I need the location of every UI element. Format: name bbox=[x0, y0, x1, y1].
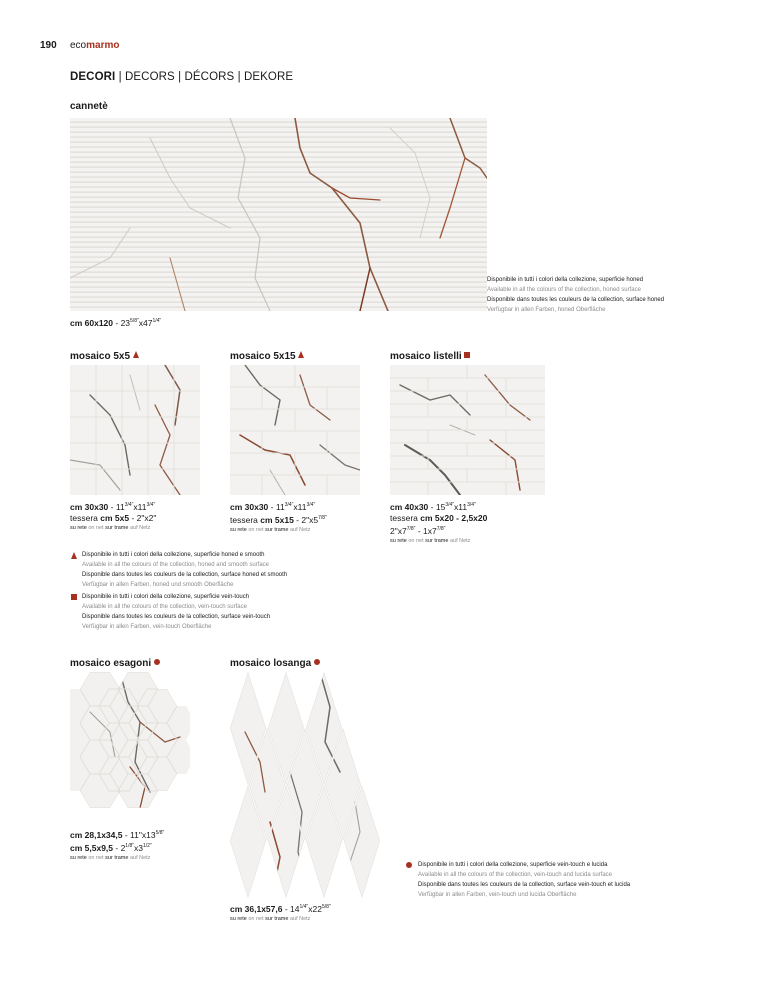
cannete-inch-x: x47 bbox=[138, 317, 153, 328]
mosaico-listelli-image bbox=[390, 365, 545, 495]
size-cm: cm 36,1x57,6 bbox=[230, 903, 283, 914]
size-cm: cm 28,1x34,5 bbox=[70, 829, 123, 840]
square-icon bbox=[464, 352, 470, 358]
size-inch-x: x11 bbox=[293, 501, 307, 512]
size-inch-a: - 15 bbox=[428, 501, 446, 512]
title-main: DECORI bbox=[70, 71, 116, 83]
net-it: su rete bbox=[230, 915, 247, 922]
square-icon bbox=[71, 594, 77, 600]
mosaico-losanga-line1 bbox=[230, 902, 331, 915]
brand-suffix: marmo bbox=[86, 40, 120, 51]
tessera-label: tessera bbox=[230, 514, 261, 525]
tessera-inch: - 2"x2" bbox=[129, 512, 157, 523]
size-frac-b: 3/4" bbox=[467, 502, 476, 508]
net-it: su rete bbox=[230, 526, 247, 533]
mosaico-losanga-title bbox=[230, 658, 320, 669]
mosaico-5x5-name: mosaico 5x5 bbox=[70, 351, 131, 362]
net-de: auf Netz bbox=[128, 854, 151, 861]
cannete-size-cm: cm 60x120 bbox=[70, 317, 114, 328]
size-inch-x: x22 bbox=[308, 903, 322, 914]
cannete-size bbox=[70, 316, 161, 329]
triangle-icon bbox=[71, 552, 77, 559]
net-de: auf Netz bbox=[448, 537, 471, 544]
mosaico-5x15-size bbox=[230, 500, 327, 534]
legend-de: Verfügbar in allen Farben, vein-touch Oberfläche bbox=[82, 624, 212, 630]
legend-fr: Disponible dans toutes les couleurs de la collection, surface honed et smooth bbox=[82, 572, 288, 578]
tessera-label: tessera bbox=[70, 512, 101, 523]
title-rest: | DECORS | DÉCORS | DEKORE bbox=[115, 71, 294, 83]
legend-en: Available in all the colours of the collection, honed and smooth surface bbox=[82, 562, 270, 568]
brand-logo bbox=[70, 40, 119, 51]
net-en: on net bbox=[86, 854, 104, 861]
tessera-cm: cm 5x5 bbox=[100, 512, 130, 523]
net-it: su rete bbox=[70, 854, 87, 861]
net-label bbox=[230, 526, 327, 534]
mosaico-5x5-image bbox=[70, 365, 200, 495]
legend-fr: Disponible dans toutes les couleurs de la collection, surface vein-touch bbox=[82, 614, 271, 620]
legend-triangle-block bbox=[70, 550, 287, 590]
net-label bbox=[230, 915, 331, 923]
circle-icon bbox=[406, 862, 412, 868]
brand-prefix: eco bbox=[70, 40, 87, 51]
size-frac-b: 3/4" bbox=[146, 502, 156, 508]
tessera-frac: 7/8" bbox=[318, 514, 327, 521]
tessera-inch-a: 2"x7 bbox=[390, 525, 407, 536]
size-frac-a: 1/4" bbox=[299, 904, 309, 910]
tessera-frac-b: 1/2" bbox=[143, 842, 152, 849]
legend-fr: Disponible dans toutes les couleurs de la collection, surface vein-touch et lucida bbox=[418, 882, 631, 888]
tessera-label: tessera bbox=[390, 512, 421, 523]
avail-it: Disponibile in tutti i colori della collezione, superficie honed bbox=[487, 277, 644, 283]
size-inch-a: - 11 bbox=[268, 501, 285, 512]
legend-de: Verfügbar in allen Farben, vein-touch und lucida Oberfläche bbox=[418, 892, 577, 898]
cannete-inch-frac-a: 5/8" bbox=[130, 318, 139, 324]
mosaico-esagoni-line2 bbox=[70, 841, 164, 854]
legend-en: Available in all the colours of the collection, vein-touch surface bbox=[82, 604, 247, 610]
mosaico-esagoni-line1 bbox=[70, 828, 164, 841]
legend-triangle bbox=[70, 550, 287, 590]
net-en: on net bbox=[246, 915, 264, 922]
mosaico-losanga-size bbox=[230, 902, 331, 923]
size-inch-x: x11 bbox=[454, 501, 468, 512]
tessera-frac-a: 7/8" bbox=[406, 525, 416, 532]
mosaico-listelli-line2 bbox=[390, 513, 487, 524]
mosaico-5x5-texture bbox=[70, 365, 200, 495]
legend-it: Disponibile in tutti i colori della collezione, superficie vein-touch bbox=[82, 594, 250, 600]
mosaico-5x15-name: mosaico 5x15 bbox=[230, 351, 296, 362]
mosaico-5x15-line1 bbox=[230, 500, 327, 513]
net-it: su rete bbox=[70, 524, 87, 531]
tessera-inch-b: - 1x7 bbox=[415, 525, 437, 536]
mosaico-esagoni-image bbox=[70, 672, 190, 822]
tessera-inch-a: - 2 bbox=[113, 842, 126, 853]
size-inch-a: - 11 bbox=[108, 501, 125, 512]
cannete-texture bbox=[70, 118, 487, 311]
net-en: on net bbox=[86, 524, 104, 531]
size-frac-b: 3/4" bbox=[306, 502, 316, 508]
tessera-inch-x: x3 bbox=[134, 842, 144, 853]
size-frac-a: 3/4" bbox=[284, 502, 294, 508]
mosaico-esagoni-title bbox=[70, 658, 160, 669]
mosaico-losanga-texture bbox=[230, 672, 385, 898]
page-title bbox=[70, 71, 293, 83]
mosaico-5x15-texture bbox=[230, 365, 360, 495]
mosaico-listelli-name: mosaico listelli bbox=[390, 351, 462, 362]
size-cm: cm 30x30 bbox=[70, 501, 109, 512]
tessera-cm: cm 5x20 - 2,5x20 bbox=[420, 512, 488, 523]
net-de: auf Netz bbox=[288, 915, 311, 922]
size-frac: 5/8" bbox=[155, 830, 165, 836]
tessera-inch: - 2"x5 bbox=[293, 514, 319, 525]
avail-en: Available in all the colours of the collection, honed surface bbox=[487, 287, 641, 293]
legend-circle-block bbox=[406, 860, 630, 900]
net-label bbox=[390, 537, 487, 545]
triangle-icon bbox=[133, 351, 139, 358]
mosaico-esagoni-name: mosaico esagoni bbox=[70, 658, 152, 669]
cannete-inch-frac-b: 1/4" bbox=[152, 318, 162, 324]
net-label bbox=[70, 854, 164, 862]
net-de: auf Netz bbox=[288, 526, 311, 533]
net-en: on net bbox=[246, 526, 264, 533]
size-frac-b: 5/8" bbox=[321, 904, 331, 910]
mosaico-5x15-title bbox=[230, 351, 304, 362]
legend-de: Verfügbar in allen Farben, honed und smooth Oberfläche bbox=[82, 582, 234, 588]
mosaico-losanga-image bbox=[230, 672, 385, 898]
mosaico-5x5-line2 bbox=[70, 513, 156, 524]
mosaico-5x5-line1 bbox=[70, 500, 156, 513]
net-en: on net bbox=[406, 537, 424, 544]
mosaico-esagoni-size bbox=[70, 828, 164, 862]
size-cm: cm 30x30 bbox=[230, 501, 269, 512]
mosaico-listelli-title bbox=[390, 351, 470, 362]
mosaico-listelli-size bbox=[390, 500, 487, 545]
net-label bbox=[70, 524, 156, 532]
size-cm: cm 40x30 bbox=[390, 501, 429, 512]
legend-it: Disponibile in tutti i colori della collezione, superficie honed e smooth bbox=[82, 552, 265, 558]
tessera-frac-a: 1/8" bbox=[125, 842, 135, 849]
cannete-availability bbox=[487, 275, 664, 315]
mosaico-5x5-title bbox=[70, 351, 139, 362]
tessera-cm: cm 5x15 bbox=[260, 514, 294, 525]
cannete-image bbox=[70, 118, 487, 311]
mosaico-listelli-line1 bbox=[390, 500, 487, 513]
net-fr: sur trame bbox=[423, 537, 449, 544]
mosaico-losanga-name: mosaico losanga bbox=[230, 658, 312, 669]
size-inch-x: x11 bbox=[133, 501, 147, 512]
circle-icon bbox=[314, 659, 320, 665]
avail-de: Verfügbar in allen Farben, honed Oberfläche bbox=[487, 307, 606, 313]
triangle-icon bbox=[298, 351, 304, 358]
size-frac-a: 3/4" bbox=[445, 502, 455, 508]
mosaico-listelli-line3 bbox=[390, 524, 487, 537]
circle-icon bbox=[154, 659, 160, 665]
size-frac-a: 3/4" bbox=[124, 502, 134, 508]
avail-fr: Disponible dans toutes les couleurs de la collection, surface honed bbox=[487, 297, 665, 303]
page-number: 190 bbox=[40, 40, 57, 51]
size-inch-a: - 11"x13 bbox=[122, 829, 156, 840]
tessera-cm: cm 5,5x9,5 bbox=[70, 842, 114, 853]
mosaico-5x15-line2 bbox=[230, 513, 327, 526]
net-fr: sur trame bbox=[263, 526, 289, 533]
net-fr: sur trame bbox=[103, 524, 129, 531]
net-fr: sur trame bbox=[263, 915, 289, 922]
mosaico-listelli-texture bbox=[390, 365, 545, 495]
legend-square-block bbox=[70, 592, 270, 632]
size-inch-a: - 14 bbox=[282, 903, 300, 914]
legend-circle bbox=[406, 860, 630, 900]
cannete-title: cannetè bbox=[70, 101, 108, 112]
legend-it: Disponibile in tutti i colori della collezione, superficie vein-touch e lucida bbox=[418, 862, 608, 868]
net-fr: sur trame bbox=[103, 854, 129, 861]
tessera-frac-b: 7/8" bbox=[436, 525, 446, 532]
legend-square bbox=[70, 592, 270, 632]
cannete-size-inch: - 23 bbox=[113, 317, 131, 328]
mosaico-esagoni-texture bbox=[70, 672, 190, 822]
legend-en: Available in all the colours of the collection, vein-touch and lucida surface bbox=[418, 872, 613, 878]
net-it: su rete bbox=[390, 537, 407, 544]
mosaico-5x5-size bbox=[70, 500, 156, 532]
net-de: auf Netz bbox=[128, 524, 151, 531]
mosaico-5x15-image bbox=[230, 365, 360, 495]
